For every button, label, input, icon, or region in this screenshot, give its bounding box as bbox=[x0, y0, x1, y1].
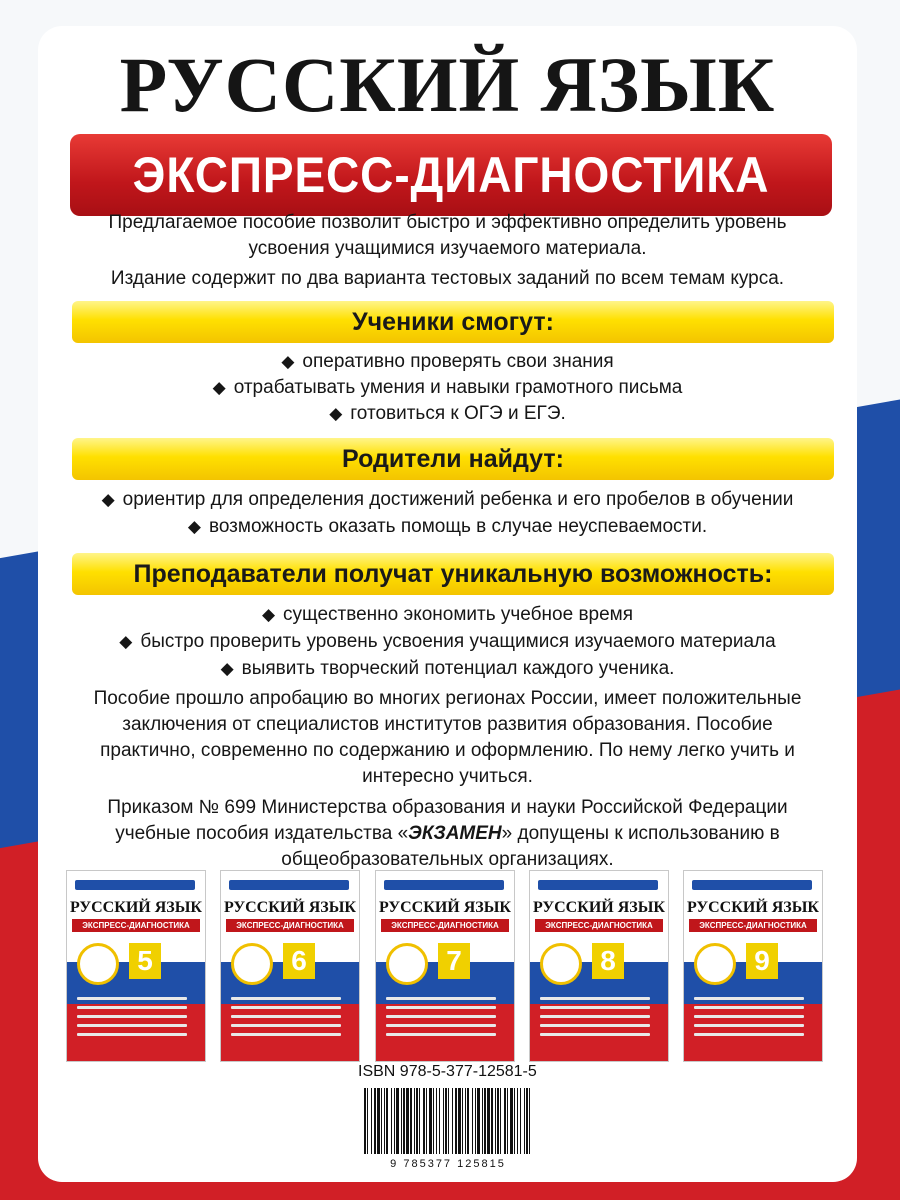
barcode-bar bbox=[487, 1088, 490, 1154]
list-item: ◆ ориентир для определения достижений ребенка и его пробелов в обучении bbox=[101, 489, 794, 510]
thumbnail-title: РУССКИЙ ЯЗЫК bbox=[378, 899, 512, 916]
clock-icon bbox=[231, 943, 273, 985]
isbn-label: ISBN 978-5-377-12581-5 bbox=[358, 1063, 537, 1080]
approval-line: заключения от специалистов институтов развития образования. Пособие bbox=[122, 714, 773, 735]
publisher-logo bbox=[692, 880, 812, 890]
section-heading-band bbox=[72, 553, 834, 595]
barcode-bar bbox=[374, 1088, 376, 1154]
barcode-bar bbox=[504, 1088, 506, 1154]
barcode-bar bbox=[416, 1088, 418, 1154]
grade-number: 9 bbox=[746, 943, 778, 979]
barcode-bar bbox=[386, 1088, 388, 1154]
barcode-bar bbox=[510, 1088, 513, 1154]
barcode-bar bbox=[475, 1088, 476, 1154]
section-heading-band bbox=[72, 301, 834, 343]
subtitle-banner bbox=[70, 134, 832, 216]
section-heading: Ученики смогут: bbox=[352, 307, 554, 336]
barcode-bar bbox=[445, 1088, 447, 1154]
barcode-bar bbox=[406, 1088, 409, 1154]
barcode-bar bbox=[381, 1088, 382, 1154]
publisher-name: ЭКЗАМЕН bbox=[408, 823, 502, 844]
intro-line: Предлагаемое пособие позволит быстро и эффективно определить уровень bbox=[108, 212, 787, 233]
thumbnail-band: ЭКСПРЕСС-ДИАГНОСТИКА bbox=[226, 919, 354, 932]
back-cover-panel bbox=[40, 28, 855, 1180]
barcode-icon bbox=[358, 1086, 538, 1156]
barcode-bar bbox=[529, 1088, 530, 1154]
thumbnail-band: ЭКСПРЕСС-ДИАГНОСТИКА bbox=[535, 919, 663, 932]
intro-line: Издание содержит по два варианта тестовых заданий по всем темам курса. bbox=[110, 268, 785, 289]
approval-line: интересно учиться. bbox=[362, 766, 533, 787]
section-heading: Родители найдут: bbox=[342, 444, 564, 473]
barcode-bar bbox=[524, 1088, 525, 1154]
barcode-bar bbox=[467, 1088, 469, 1154]
approval-line: Пособие прошло апробацию во многих регионах России, имеет положительные bbox=[93, 688, 802, 709]
grade-label: класс bbox=[626, 955, 649, 964]
barcode-bar bbox=[517, 1088, 518, 1154]
barcode-bar bbox=[514, 1088, 515, 1154]
section-heading-band bbox=[72, 438, 834, 480]
barcode-bar bbox=[507, 1088, 508, 1154]
diamond-bullet-icon: ◆ bbox=[119, 632, 133, 651]
clock-icon bbox=[77, 943, 119, 985]
thumbnail-title: РУССКИЙ ЯЗЫК bbox=[686, 899, 820, 916]
barcode-bar bbox=[371, 1088, 372, 1154]
barcode-bar bbox=[462, 1088, 463, 1154]
series-book-thumbnail bbox=[375, 870, 515, 1062]
series-book-thumbnail bbox=[683, 870, 823, 1062]
barcode-bar bbox=[429, 1088, 432, 1154]
diamond-bullet-icon: ◆ bbox=[212, 378, 226, 397]
order-line: учебные пособия издательства «ЭКЗАМЕН» допущены к использованию в bbox=[115, 823, 780, 844]
grade-label: класс bbox=[317, 955, 340, 964]
barcode-bar bbox=[500, 1088, 501, 1154]
grade-number: 8 bbox=[592, 943, 624, 979]
list-item: ◆ выявить творческий потенциал каждого ученика. bbox=[220, 658, 675, 679]
barcode-bar bbox=[436, 1088, 437, 1154]
thumbnail-band: ЭКСПРЕСС-ДИАГНОСТИКА bbox=[689, 919, 817, 932]
barcode-bar bbox=[419, 1088, 420, 1154]
grade-label: класс bbox=[472, 955, 495, 964]
barcode-bar bbox=[455, 1088, 457, 1154]
barcode-bar bbox=[495, 1088, 496, 1154]
thumbnail-title: РУССКИЙ ЯЗЫК bbox=[223, 899, 357, 916]
barcode-bar bbox=[472, 1088, 473, 1154]
barcode-bar bbox=[377, 1088, 380, 1154]
barcode-bar bbox=[439, 1088, 440, 1154]
grade-number: 6 bbox=[283, 943, 315, 979]
barcode-bar bbox=[526, 1088, 528, 1154]
list-item: ◆ отрабатывать умения и навыки грамотного письма bbox=[212, 377, 683, 398]
clock-icon bbox=[540, 943, 582, 985]
barcode-bar bbox=[423, 1088, 425, 1154]
approval-line: практично, современно по содержанию и оформлению. По нему легко учить и bbox=[100, 740, 795, 761]
diamond-bullet-icon: ◆ bbox=[281, 352, 295, 371]
grade-label: класс bbox=[780, 955, 803, 964]
publisher-logo bbox=[384, 880, 504, 890]
list-item: ◆ существенно экономить учебное время bbox=[261, 604, 634, 625]
section-heading: Преподаватели получат уникальную возможность: bbox=[133, 559, 773, 588]
clock-icon bbox=[386, 943, 428, 985]
list-item: ◆ готовиться к ОГЭ и ЕГЭ. bbox=[329, 403, 566, 424]
series-book-thumbnail bbox=[66, 870, 206, 1062]
barcode-bar bbox=[394, 1088, 395, 1154]
barcode-bar bbox=[364, 1088, 366, 1154]
grade-number: 5 bbox=[129, 943, 161, 979]
diamond-bullet-icon: ◆ bbox=[329, 404, 343, 423]
barcode-bar bbox=[433, 1088, 434, 1154]
barcode-bar bbox=[410, 1088, 412, 1154]
barcode-bar bbox=[403, 1088, 405, 1154]
diamond-bullet-icon: ◆ bbox=[261, 605, 276, 624]
thumbnail-band: ЭКСПРЕСС-ДИАГНОСТИКА bbox=[72, 919, 200, 932]
barcode-bar bbox=[448, 1088, 449, 1154]
thumbnail-band: ЭКСПРЕСС-ДИАГНОСТИКА bbox=[381, 919, 509, 932]
thumbnail-title: РУССКИЙ ЯЗЫК bbox=[532, 899, 666, 916]
clock-icon bbox=[694, 943, 736, 985]
barcode-bar bbox=[482, 1088, 483, 1154]
series-book-thumbnail bbox=[529, 870, 669, 1062]
barcode-bar bbox=[452, 1088, 453, 1154]
diamond-bullet-icon: ◆ bbox=[187, 517, 201, 536]
barcode-bar bbox=[465, 1088, 466, 1154]
list-item: ◆ возможность оказать помощь в случае неуспеваемости. bbox=[187, 516, 708, 537]
book-subtitle: ЭКСПРЕСС-ДИАГНОСТИКА bbox=[132, 147, 770, 203]
series-book-thumbnail bbox=[220, 870, 360, 1062]
barcode-bar bbox=[391, 1088, 392, 1154]
thumbnail-title: РУССКИЙ ЯЗЫК bbox=[69, 899, 203, 916]
barcode-bar bbox=[477, 1088, 480, 1154]
publisher-logo bbox=[75, 880, 195, 890]
barcode-bar bbox=[396, 1088, 399, 1154]
barcode-bar bbox=[401, 1088, 402, 1154]
list-item: ◆ оперативно проверять свои знания bbox=[281, 351, 614, 372]
publisher-logo bbox=[538, 880, 658, 890]
barcode-bar bbox=[484, 1088, 486, 1154]
barcode-bar bbox=[367, 1088, 368, 1154]
barcode-bar bbox=[384, 1088, 385, 1154]
order-line: общеобразовательных организациях. bbox=[281, 849, 614, 870]
barcode-bar bbox=[443, 1088, 444, 1154]
list-item: ◆ быстро проверить уровень усвоения учащимися изучаемого материала bbox=[119, 631, 776, 652]
order-line: Приказом № 699 Министерства образования и науки Российской Федерации bbox=[107, 797, 788, 818]
barcode-bar bbox=[520, 1088, 521, 1154]
barcode-bar bbox=[414, 1088, 415, 1154]
book-title: РУССКИЙ ЯЗЫК bbox=[119, 41, 776, 128]
barcode-bar bbox=[458, 1088, 461, 1154]
barcode-bar bbox=[491, 1088, 493, 1154]
intro-line: усвоения учащимися изучаемого материала. bbox=[248, 238, 647, 259]
grade-label: класс bbox=[163, 955, 186, 964]
diamond-bullet-icon: ◆ bbox=[101, 490, 115, 509]
grade-number: 7 bbox=[438, 943, 470, 979]
barcode-bar bbox=[497, 1088, 499, 1154]
publisher-logo bbox=[229, 880, 349, 890]
diamond-bullet-icon: ◆ bbox=[220, 659, 234, 678]
barcode-digits: 9 785377 125815 bbox=[390, 1158, 506, 1170]
barcode-bar bbox=[426, 1088, 427, 1154]
